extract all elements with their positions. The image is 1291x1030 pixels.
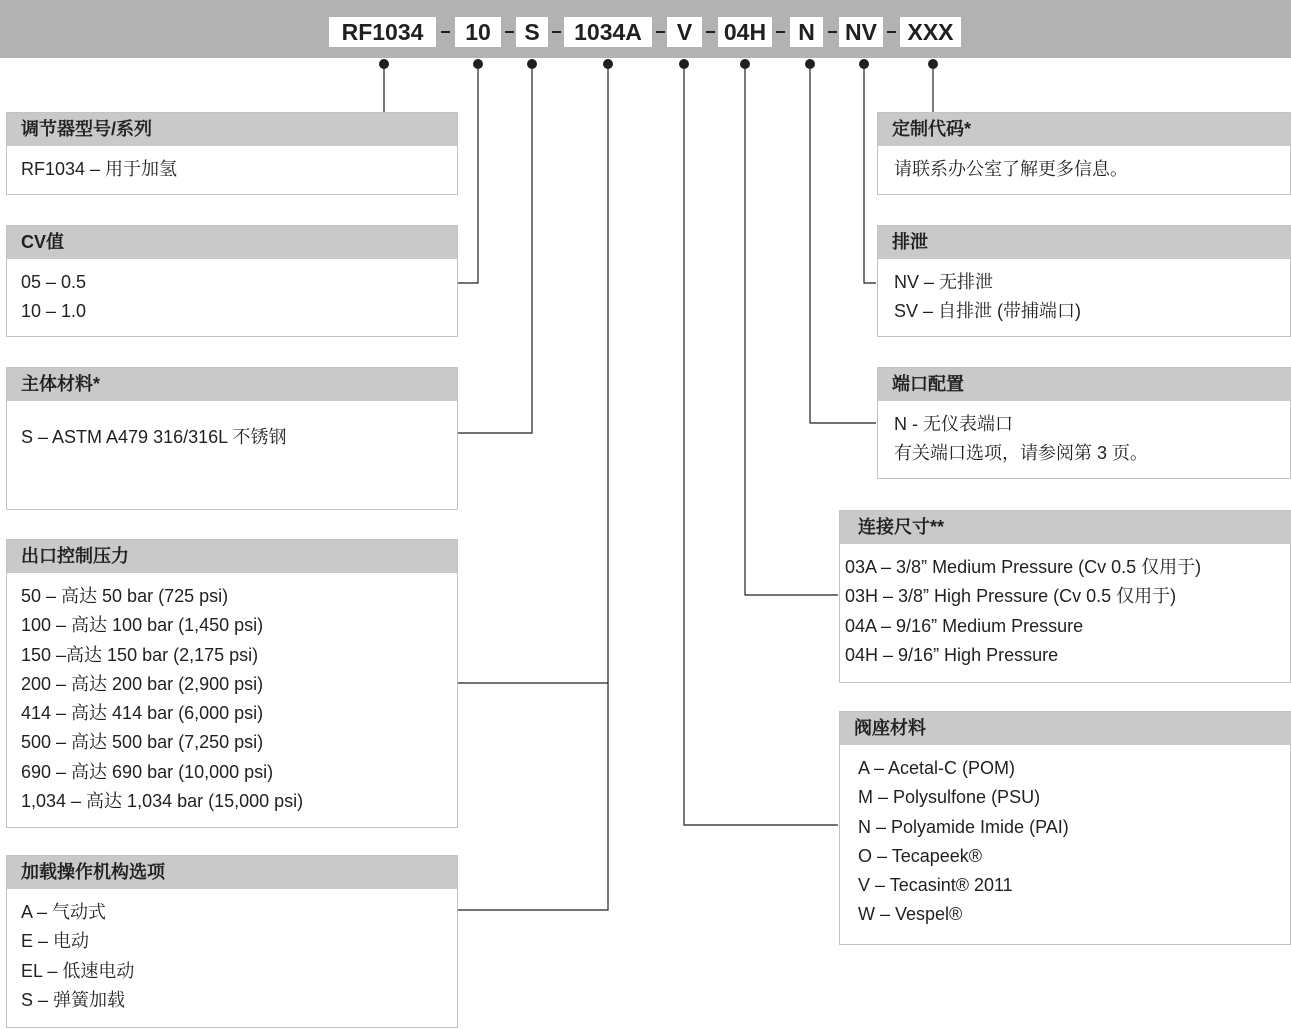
box-title: 连接尺寸** — [840, 511, 1290, 544]
option-line: N - 无仪表端口 — [894, 414, 1013, 434]
connector-dot — [379, 59, 389, 69]
code-seat-material: V — [667, 17, 702, 47]
code-series: RF1034 — [329, 17, 436, 47]
code-separator — [887, 31, 896, 33]
option-line: SV – 自排泄 (带捕端口) — [894, 301, 1082, 322]
model-series-box — [6, 112, 458, 195]
option-line: V – Tecasint® 2011 — [858, 875, 1013, 896]
option-line: 150 –高达 150 bar (2,175 psi) — [21, 644, 259, 665]
option-line: A – 气动式 — [21, 902, 107, 922]
option-line: 414 – 高达 414 bar (6,000 psi) — [21, 703, 264, 724]
code-separator — [505, 31, 514, 33]
custom-code-box — [877, 112, 1291, 195]
connector-cv — [458, 64, 478, 283]
option-line: M – Polysulfone (PSU) — [858, 787, 1041, 808]
option-line: 690 – 高达 690 bar (10,000 psi) — [21, 761, 274, 782]
option-line: O – Tecapeek® — [858, 845, 983, 866]
code-body-material: S — [516, 17, 548, 47]
box-title: CV值 — [7, 226, 457, 259]
option-line: 200 – 高达 200 bar (2,900 psi) — [21, 673, 264, 694]
port-config-box — [877, 367, 1291, 479]
box-title: 调节器型号/系列 — [7, 113, 457, 146]
box-title: 排泄 — [878, 226, 1290, 259]
option-line: S – ASTM A479 316/316L 不锈钢 — [21, 427, 287, 447]
connector-dot — [859, 59, 869, 69]
connector-port-config — [810, 64, 876, 423]
connector-dot — [473, 59, 483, 69]
box-title: 定制代码* — [878, 113, 1290, 146]
part-number-bar — [0, 0, 1291, 58]
option-line: 50 – 高达 50 bar (725 psi) — [21, 586, 229, 606]
option-line: 03H – 3/8” High Pressure (Cv 0.5 仅用于) — [845, 586, 1177, 607]
connector-outlet-pressure — [458, 64, 608, 683]
option-line: S – 弹簧加载 — [21, 989, 126, 1010]
option-line: 05 – 0.5 — [21, 272, 87, 292]
box-title: 出口控制压力 — [7, 540, 457, 573]
box-title: 阀座材料 — [840, 712, 1290, 745]
option-line: 04H – 9/16” High Pressure — [845, 644, 1059, 665]
code-separator — [552, 31, 561, 33]
connection-size-box — [839, 510, 1291, 683]
connector-dot — [928, 59, 938, 69]
code-cv: 10 — [455, 17, 501, 47]
code-separator — [441, 31, 450, 33]
connector-dot — [805, 59, 815, 69]
connector-dot — [527, 59, 537, 69]
option-line: 有关端口选项，请参阅第 3 页。 — [894, 443, 1149, 464]
connector-body-material — [458, 64, 532, 433]
option-line: 100 – 高达 100 bar (1,450 psi) — [21, 615, 264, 636]
box-title: 主体材料* — [7, 368, 457, 401]
code-separator — [656, 31, 665, 33]
seat-material-box — [839, 711, 1291, 945]
outlet-pressure-box — [6, 539, 458, 828]
code-separator — [706, 31, 715, 33]
code-port-config: N — [790, 17, 823, 47]
option-line: A – Acetal-C (POM) — [858, 758, 1016, 778]
box-title: 加载操作机构选项 — [7, 856, 457, 889]
code-vent: NV — [839, 17, 883, 47]
option-line: 1,034 – 高达 1,034 bar (15,000 psi) — [21, 791, 304, 812]
body-material-box — [6, 367, 458, 510]
option-line: EL – 低速电动 — [21, 960, 135, 981]
vent-box — [877, 225, 1291, 337]
cv-value-box — [6, 225, 458, 337]
option-line: RF1034 – 用于加氢 — [21, 159, 178, 179]
code-custom: XXX — [900, 17, 961, 47]
code-separator — [776, 31, 785, 33]
code-separator — [828, 31, 837, 33]
option-line: 10 – 1.0 — [21, 301, 87, 322]
code-connection: 04H — [718, 17, 772, 47]
connector-dot — [740, 59, 750, 69]
box-title: 端口配置 — [878, 368, 1290, 401]
connector-dot — [679, 59, 689, 69]
option-line: 500 – 高达 500 bar (7,250 psi) — [21, 732, 264, 753]
code-outlet-pressure: 1034A — [564, 17, 652, 47]
connector-connection — [745, 64, 838, 595]
connector-actuator — [458, 683, 608, 910]
connector-dot — [603, 59, 613, 69]
connector-vent — [864, 64, 876, 283]
option-line: 03A – 3/8” Medium Pressure (Cv 0.5 仅用于) — [845, 557, 1202, 577]
option-line: W – Vespel® — [858, 904, 963, 925]
option-line: N – Polyamide Imide (PAI) — [858, 816, 1069, 837]
option-line: NV – 无排泄 — [894, 272, 994, 292]
option-line: E – 电动 — [21, 931, 90, 952]
connector-seat-material — [684, 64, 838, 825]
option-line: 04A – 9/16” Medium Pressure — [845, 615, 1084, 636]
actuator-options-box — [6, 855, 458, 1028]
option-line: 请联系办公室了解更多信息。 — [894, 159, 1128, 179]
